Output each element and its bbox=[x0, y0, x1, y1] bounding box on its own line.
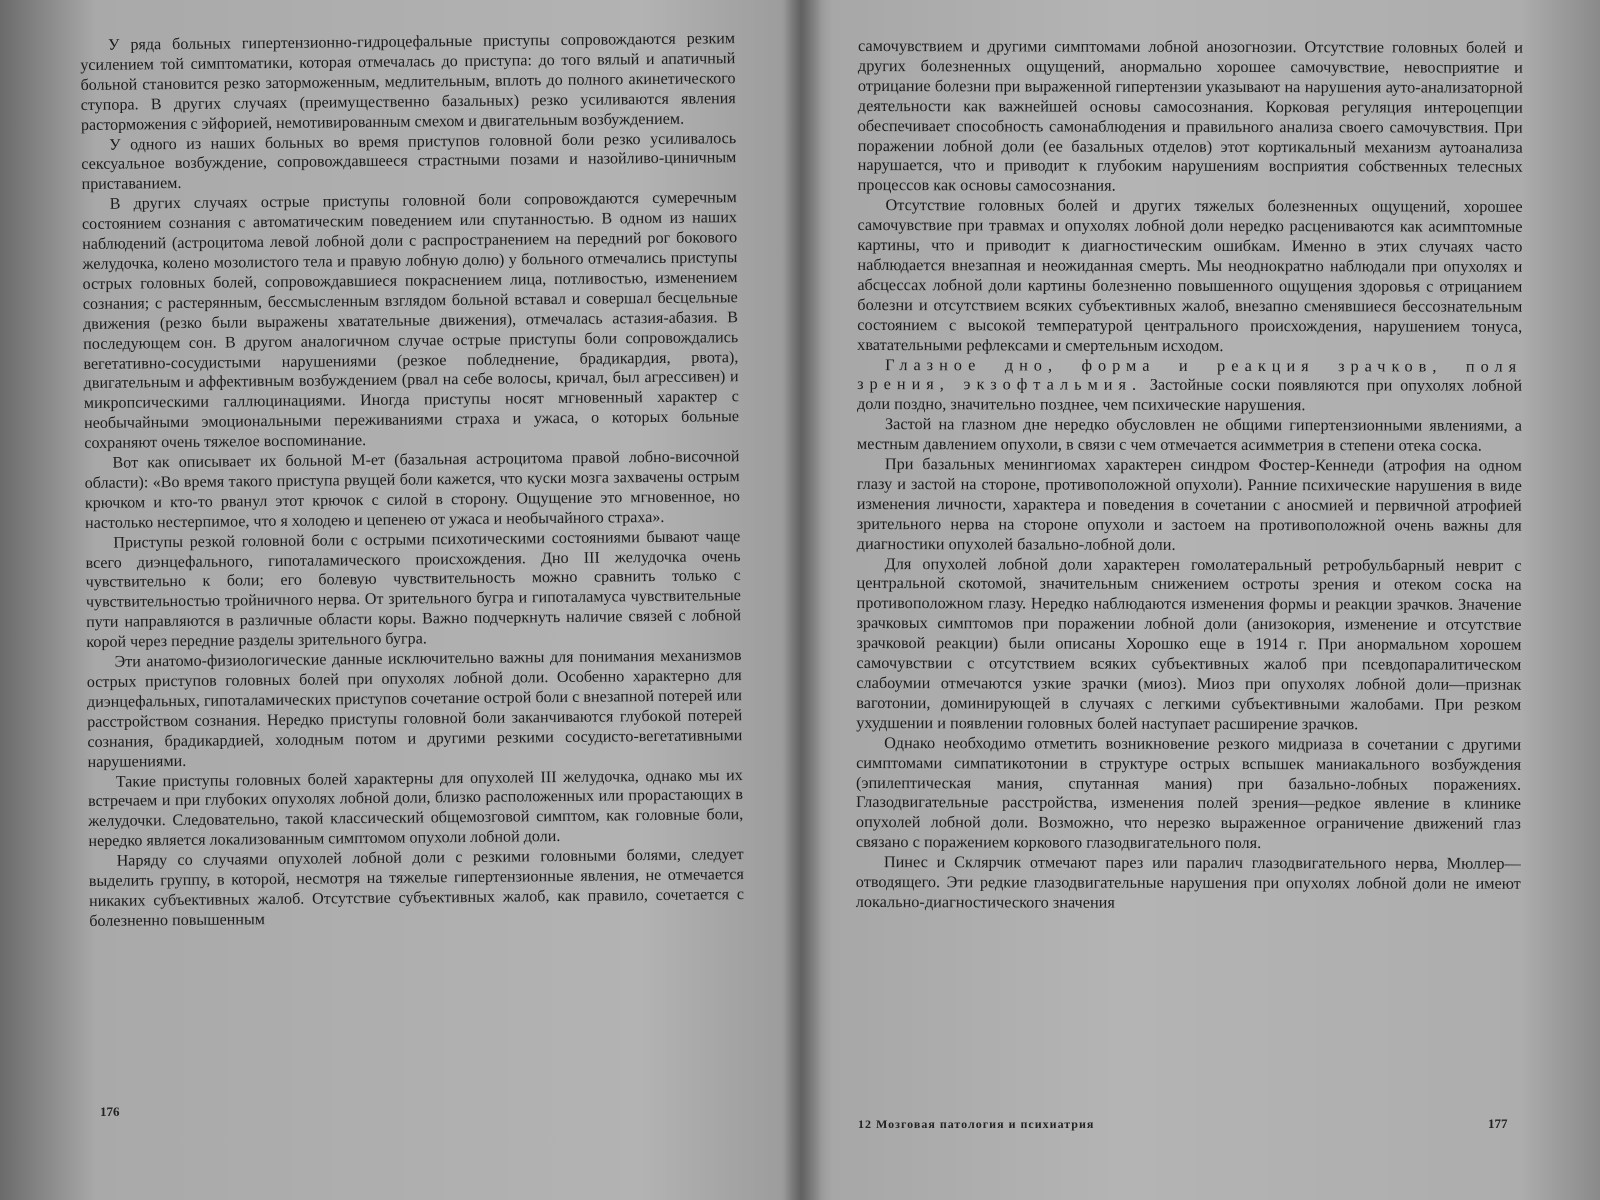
signature-mark: 12 Мозговая патология и психиатрия bbox=[858, 1117, 1095, 1131]
right-page bbox=[856, 36, 1523, 914]
paragraph: Застой на глазном дне нередко обусловлен не общими гипертензионными явлениями, а местным давлением опухоли, в связи с чем отмечается асимметрия в степени отека соска. bbox=[856, 414, 1523, 455]
section-heading-text: Застойные соски появляются при опухолях лобной доли поздно, значительно позднее, чем психические нарушения. bbox=[857, 375, 1523, 415]
paragraph: Приступы резкой головной боли с острыми психотическими состояниями бывают чаще всего диэнцефального, гипоталамического происхождения. Дно III желудочка очень чувствительно к боли; его болевую чувствительность можно сравнить только с чувствительностью тройничного нерва. От зрительного бугра и гипоталамуса чувствительные пути направляются в различные области коры. Важно подчеркнуть наличие связей с лобной корой через передние разделы зрительного бугра. bbox=[85, 527, 742, 652]
left-page bbox=[80, 29, 744, 932]
paragraph: Отсутствие головных болей и других тяжелых болезненных ощущений, хорошее самочувствие при травмах и опухолях лобной доли нередко расцениваются как асимптомные картины, что и приводит к диагностическим ошибкам. Именно в этих случаях часто наблюдается внезапная и неожиданная смерть. Мы неоднократно наблюдали при опухолях и абсцессах лобной доли картины болезненно повышенного ощущения здоровья с отрицанием болезни и отсутствием всяких субъективных жалоб, внезапно сменявшиеся бессознательным состоянием с высокой температурой центрального происхождения, нарушением тонуса, хватательными рефлексами и смертельным исходом. bbox=[857, 195, 1523, 355]
section-heading: Глазное дно, форма и реакция зрачков, поля зрения, экзофтальмия. bbox=[857, 354, 1523, 395]
paragraph: У ряда больных гипертензионно-гидроцефальные приступы сопровождаются резким усилением той симптоматики, которая отмечалась до приступа: до того вялый и апатичный больной становится резко заторможенным, медлительным, вплоть до полного акинетического ступора. В других случаях (преимущественно базальных) резко усиливаются явления расторможения с эйфорией, немотивированным смехом и двигательным возбуждением. bbox=[80, 30, 736, 134]
paragraph: Такие приступы головных болей характерны для опухолей III желудочка, однако мы их встречаем и при глубоких опухолях лобной доли, близко расположенных или прорастающих в желудочки. Следовательно, такой классический общемозговой симптом, как головные боли, нередко является локализованным симптомом опухоли лобной доли. bbox=[87, 766, 744, 851]
paragraph: В других случаях острые приступы головной боли сопровождаются сумеречным состоянием сознания с автоматическим поведением или спутанностью. В одном из наших наблюдений (астроцитома левой лобной доли с распространением на передний рог бокового желудочка, колено мозолистого тела и правую лобную долю) у больного отмечались приступы острых головных болей, сопровождавшиеся покраснением лица, потливостью, изменением сознания; с растерянным, бессмысленным взглядом больной вставал и совершал бесцельные движения (резко были выражены хватательные движения), отмечалась астазия-абазия. В последующем сон. В другом аналогичном случае острые приступы боли сопровождались вегетативно-сосудистыми нарушениями (резкое побледнение, брадикардия, рвота), двигательным и аффективным возбуждением (рвал на себе волосы, кричал, был агрессивен) и микропсическими галлюцинациями. Иногда приступы носят мгновенный характер с необычайными эмоциональными переживаниями страха и ужаса, о которых больные сохраняют очень тяжелое воспоминание. bbox=[81, 189, 740, 453]
page-number-left: 176 bbox=[100, 1104, 120, 1119]
paragraph: Наряду со случаями опухолей лобной доли с резкими головными болями, следует выделить группу, в которой, несмотря на тяжелые гипертензионные явления, не отмечается никаких субъективных жалоб. Отсутствие субъективных жалоб, как правило, сочетается с болезненно повышенным bbox=[88, 846, 745, 930]
paragraph: Однако необходимо отметить возникновение резкого мидриаза в сочетании с другими симптомами симпатикотонии в структуре острых вспышек маниакального возбуждения (эпилептическая мания, спутанная мания) при базально-лобных поражениях. Глазодвигательные расстройства, изменения полей зрения—редкое явление в клинике опухолей лобной доли. Возможно, что нерезко выраженное ограничение движений глаз связано с поражением коркового глазодвигательного поля. bbox=[855, 732, 1522, 853]
paragraph: Для опухолей лобной доли характерен гомолатеральный ретробульбарный неврит с центральной скотомой, значительным снижением остроты зрения и отеком соска на противоположном глазу. Нередко наблюдаются изменения формы и реакции зрачков. Значение зрачковых симптомов при поражении лобной доли (анизокория, изменение и отсутствие зрачковой реакции) были описаны Хорошко еще в 1914 г. При анормальном хорошем самочувствии с отсутствием всяких субъективных жалоб при псевдопаралитическом слабоумии отмечаются узкие зрачки (миоз). Миоз при опухолях лобной доли—признак ваготонии, доминирующей в случаях с легкими субъективными жалобами. При резком ухудшении и появлении головных болей наступает расширение зрачков. bbox=[856, 553, 1522, 734]
book-gutter bbox=[782, 0, 822, 1200]
paragraph: Пинес и Склярчик отмечают парез или паралич глазодвигательного нерва, Мюллер—отводящего. Эти редкие глазодвигательные нарушения при опухолях лобной доли не имеют локально-диагностического значения bbox=[855, 852, 1521, 912]
paragraph: Вот как описывает их больной М-ет (базальная астроцитома правой лобно-височной области): «Во время такого приступа рвущей боли кажется, что куски мозга захвачены острым крючком и кто-то рванул этот крючок с силой в сторону. Ощущение это мгновенное, но настолько нестерпимое, что я холодею и цепенею от ужаса и необычайного страха». bbox=[84, 448, 740, 532]
paragraph: При базальных менингиомах характерен синдром Фостер-Кеннеди (атрофия на одном глазу и застой на стороне, противоположной опухоли). Ранние психические нарушения в виде изменения личности, характера и поведения в сочетании с аносмией и первичной атрофией зрительного нерва на стороне опухоли и застоем на противоположной очень важны для диагностики опухолей базально-лобной доли. bbox=[856, 454, 1522, 554]
paragraph: У одного из наших больных во время приступов головной боли резко усиливалось сексуальное возбуждение, сопровождавшееся страстными позами и назойливо-циничным приставанием. bbox=[81, 129, 737, 194]
page-number-right: 177 bbox=[1488, 1116, 1508, 1131]
paragraph: Эти анатомо-физиологические данные исключительно важны для понимания механизмов острых приступов головных болей при опухолях лобной доли. Особенно характерно для диэнцефальных, гипоталамических приступов сочетание острой боли с внезапной потерей или расстройством сознания. Нередко приступы головной боли заканчиваются глубокой потерей сознания, брадикардией, холодным потом и другими резкими сосудисто-вегетативными нарушениями. bbox=[86, 647, 743, 771]
paragraph-continued: самочувствием и другими симптомами лобной анозогнозии. Отсутствие головных болей и других болезненных ощущений, анормально хорошее самочувствие, невосприятие и отрицание болезни при выраженной гипертензии указывают на нарушения ауто-анализаторной деятельности как важнейшей основы самосознания. Корковая регуляция интероцепции обеспечивает способность самонаблюдения и правильного анализа своего самочувствия. При поражении лобной доли (ее базальных отделов) этот кортикальный механизм аутоанализа нарушается, что и приводит к глубоким нарушениям восприятия собственных телесных процессов как основы самосознания. bbox=[857, 36, 1523, 196]
section-heading-paragraph bbox=[857, 354, 1522, 415]
